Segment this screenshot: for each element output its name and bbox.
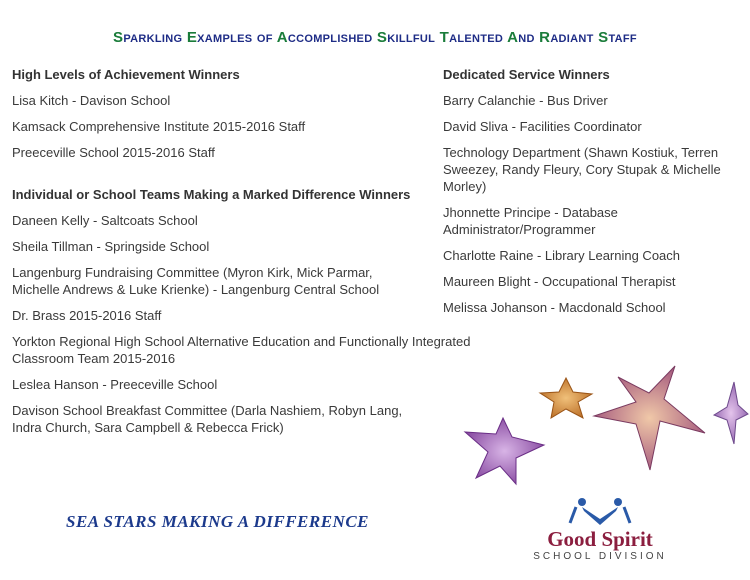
- section-heading-achievement: High Levels of Achievement Winners: [12, 67, 240, 82]
- section-heading-dedicated-service: Dedicated Service Winners: [443, 67, 610, 82]
- title-word: [377, 29, 435, 46]
- title-word: [257, 29, 273, 46]
- title-capital: S: [376, 29, 388, 46]
- list-item: Melissa Johanson - Macdonald School: [443, 300, 666, 315]
- title-capital: A: [276, 29, 288, 46]
- list-item: Daneen Kelly - Saltcoats School: [12, 213, 198, 228]
- starfish-large-icon: [594, 366, 705, 470]
- title-word-rest: killful: [387, 29, 436, 46]
- title-word-rest: parkling: [123, 29, 183, 46]
- title-word-rest: ccomplished: [287, 29, 373, 46]
- good-spirit-logo: [520, 497, 680, 567]
- list-item: Dr. Brass 2015-2016 Staff: [12, 308, 162, 323]
- title-word: [507, 29, 535, 46]
- list-item: Kamsack Comprehensive Institute 2015-2016 Staff: [12, 119, 306, 134]
- page-title: [0, 29, 750, 46]
- list-item: Technology Department (Shawn Kostiuk, Terren Sweezey, Randy Fleury, Cory Stupak & Michelle Morley): [443, 145, 721, 194]
- title-capital: S: [598, 29, 609, 46]
- list-item: David Sliva - Facilities Coordinator: [443, 119, 642, 134]
- title-word: [187, 29, 253, 46]
- title-word-rest: of: [256, 29, 273, 46]
- people-heart-icon: [520, 497, 680, 529]
- list-item: Leslea Hanson - Preeceville School: [12, 377, 218, 392]
- title-word-rest: xamples: [197, 29, 253, 46]
- slogan: SEA STARS MAKING A DIFFERENCE: [66, 512, 370, 531]
- title-word: [539, 29, 594, 46]
- list-item: Preeceville School 2015-2016 Staff: [12, 145, 215, 160]
- logo-subtitle: SCHOOL DIVISION: [533, 551, 667, 562]
- list-item: Charlotte Raine - Library Learning Coach: [443, 248, 681, 263]
- logo-name: Good Spirit: [547, 527, 653, 551]
- title-word: [113, 29, 182, 46]
- title-word-rest: alented: [449, 29, 504, 46]
- list-item: Davison School Breakfast Committee (Darla Nashiem, Robyn Lang, Indra Church, Sara Campbell & Rebecca Frick): [12, 403, 403, 435]
- title-word: [598, 29, 637, 46]
- title-capital: A: [507, 29, 519, 46]
- list-item: Lisa Kitch - Davison School: [12, 93, 171, 108]
- section-heading-marked-difference: Individual or School Teams Making a Marked Difference Winners: [12, 187, 411, 202]
- starfish-right-icon: [714, 382, 748, 444]
- title-word-rest: taff: [608, 29, 637, 46]
- list-item: Jhonnette Principe - Database Administrator/Programmer: [443, 205, 618, 237]
- title-capital: E: [186, 29, 198, 46]
- title-word: [440, 29, 504, 46]
- left-column: [12, 66, 512, 445]
- list-item: Langenburg Fundraising Committee (Myron Kirk, Mick Parmar, Michelle Andrews & Luke Krienke) - Langenburg Central School: [12, 265, 380, 297]
- title-word-rest: adiant: [550, 29, 594, 46]
- title-capital: T: [439, 29, 450, 46]
- title-capital: R: [539, 29, 551, 46]
- title-capital: S: [113, 29, 124, 46]
- list-item: Yorkton Regional High School Alternative Education and Functionally Integrated Classroom Team 2015-2016: [12, 334, 471, 366]
- list-item: Sheila Tillman - Springside School: [12, 239, 210, 254]
- right-column: [443, 66, 743, 325]
- list-item: Barry Calanchie - Bus Driver: [443, 93, 608, 108]
- title-word-rest: nd: [518, 29, 535, 46]
- section-gap: [12, 170, 512, 186]
- title-word: [277, 29, 373, 46]
- list-item: Maureen Blight - Occupational Therapist: [443, 274, 676, 289]
- starfish-orange-icon: [540, 378, 592, 418]
